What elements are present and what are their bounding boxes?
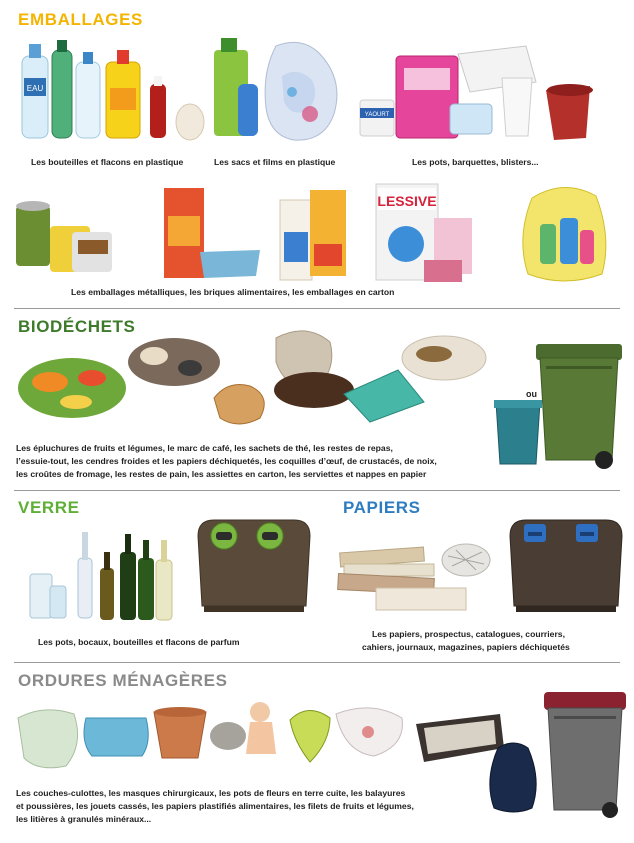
glass-container-illustration — [194, 510, 314, 614]
lessive-box-illustration — [374, 178, 494, 288]
biodechets-caption-line-1: Les épluchures de fruits et légumes, le marc de café, les sachets de thé, les restes de repas, — [16, 443, 393, 453]
biodechets-title: BIODÉCHETS — [18, 317, 136, 336]
lessive-label: LESSIVE — [377, 193, 437, 209]
ordures-caption-line-1: Les couches-culottes, les masques chirurgicaux, les pots de fleurs en terre cuite, les balayures — [16, 788, 406, 798]
verre-caption: Les pots, bocaux, bouteilles et flacons de parfum — [38, 637, 240, 647]
divider-3 — [14, 662, 620, 663]
biowaste-illustration — [14, 322, 494, 422]
divider-2 — [14, 490, 620, 491]
ordures-caption-line-2: et poussières, les jouets cassés, les papiers plastifiés alimentaires, les filets de fruits et légumes, — [16, 801, 414, 811]
paper-stack-illustration — [336, 526, 496, 616]
bottle-label: EAU — [26, 84, 44, 93]
emballages-title: EMBALLAGES — [18, 10, 143, 29]
paper-container-illustration — [506, 510, 626, 614]
divider-1 — [14, 308, 620, 309]
papiers-caption-line-1: Les papiers, prospectus, catalogues, courriers, — [372, 629, 565, 639]
caption-bottles: Les bouteilles et flacons en plastique — [31, 157, 184, 167]
plastic-bottles-illustration — [20, 38, 220, 148]
verre-title: VERRE — [18, 498, 80, 517]
plastic-bags-illustration — [212, 36, 352, 146]
yaourt-label: YAOURT — [364, 112, 390, 118]
caption-bags: Les sacs et films en plastique — [214, 157, 336, 167]
grey-bin-illustration — [540, 688, 630, 820]
milk-cartons-illustration — [276, 188, 356, 288]
ordures-title: ORDURES MÉNAGÈRES — [18, 671, 228, 690]
glass-items-illustration — [26, 528, 186, 628]
biodechets-caption-line-2: l’essuie-tout, les cendres froides et les papiers déchiquetés, les coquilles d’œuf, de crustacés, de noix, — [16, 456, 437, 466]
caption-metal: Les emballages métalliques, les briques alimentaires, les emballages en carton — [71, 287, 395, 297]
green-bin-illustration — [534, 342, 624, 470]
or-label: ou — [526, 389, 537, 399]
juice-cartons-illustration — [160, 186, 270, 286]
papiers-title: PAPIERS — [343, 498, 421, 517]
ordures-caption-line-3: les litières à granulés minéraux... — [16, 814, 152, 824]
household-waste-illustration — [14, 698, 514, 778]
trash-bag-illustration — [484, 736, 544, 816]
pots-trays-illustration — [364, 42, 624, 152]
metal-cans-illustration — [14, 186, 124, 286]
yellow-bag-illustration — [514, 178, 614, 288]
caption-pots: Les pots, barquettes, blisters... — [412, 157, 539, 167]
papiers-caption-line-2: cahiers, journaux, magazines, papiers déchiquetés — [362, 642, 570, 652]
biodechets-caption-line-3: les croûtes de fromage, les restes de pain, les assiettes en carton, les serviettes et nappes en papier — [16, 469, 427, 479]
